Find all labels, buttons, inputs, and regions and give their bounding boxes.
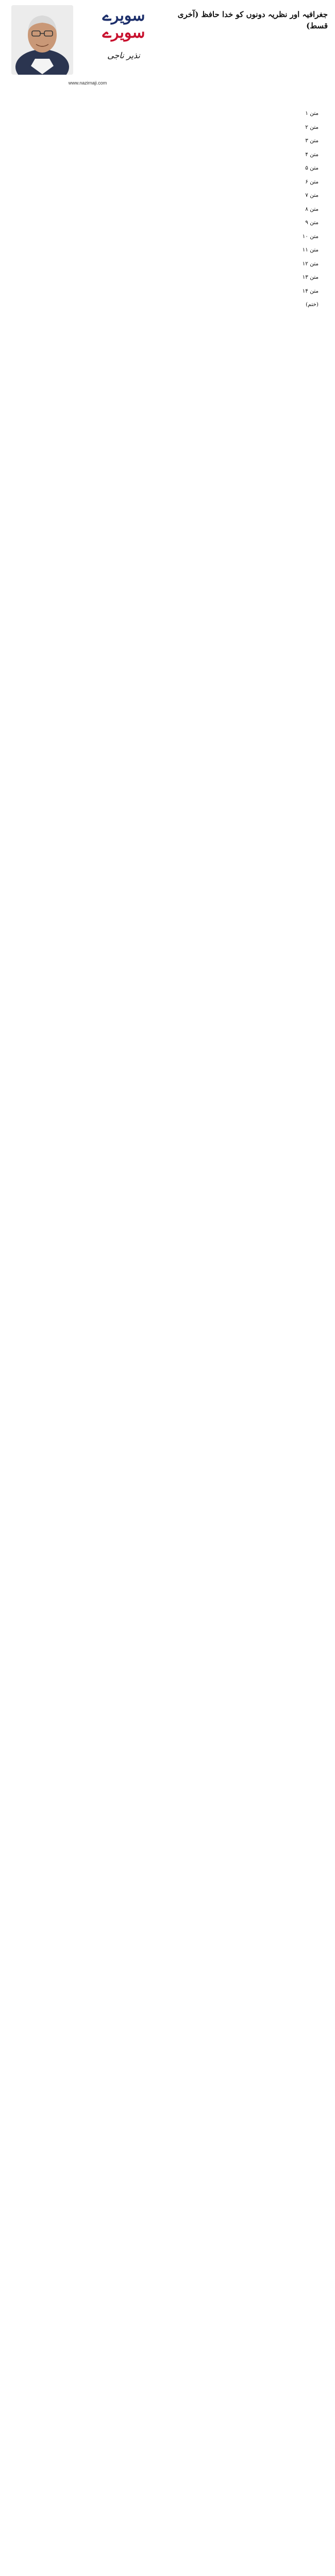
column-logo	[5, 3, 170, 101]
article-body	[7, 108, 328, 2576]
column-header	[0, 0, 335, 103]
article-paragraph: متن ۱۳	[302, 274, 319, 280]
article-paragraph: متن ۵	[305, 165, 319, 171]
article-paragraph: متن ۱	[305, 110, 319, 116]
article-paragraph: متن ۶	[305, 178, 319, 185]
column-title-line2: سویرے	[102, 24, 145, 42]
article-paragraph: متن ۲	[305, 124, 319, 130]
article-paragraph: متن ۸	[305, 206, 319, 212]
article-closing: (ختم)	[306, 301, 319, 308]
column-title	[82, 7, 165, 41]
article-paragraph: متن ۴	[305, 151, 319, 158]
article-paragraph: متن ۹	[305, 219, 319, 226]
column-title-line1: سویرے	[102, 7, 145, 25]
article-paragraph: متن ۷	[305, 192, 319, 198]
author-email: www.nazirnaji.com	[68, 80, 107, 86]
article-paragraph: متن ۱۱	[302, 247, 319, 253]
headline: جغرافیہ اور نظریہ دونوں کو خدا حافظ (آخری قسط)	[177, 10, 328, 30]
author-name: نذیر ناجی	[107, 50, 140, 60]
author-portrait-icon	[11, 5, 73, 75]
article-paragraph: متن ۳	[305, 138, 319, 144]
author-photo	[11, 5, 73, 75]
article-paragraph: متن ۱۰	[302, 233, 319, 240]
article-paragraph: متن ۱۲	[302, 260, 319, 267]
article-paragraph: متن ۱۴	[302, 287, 319, 294]
